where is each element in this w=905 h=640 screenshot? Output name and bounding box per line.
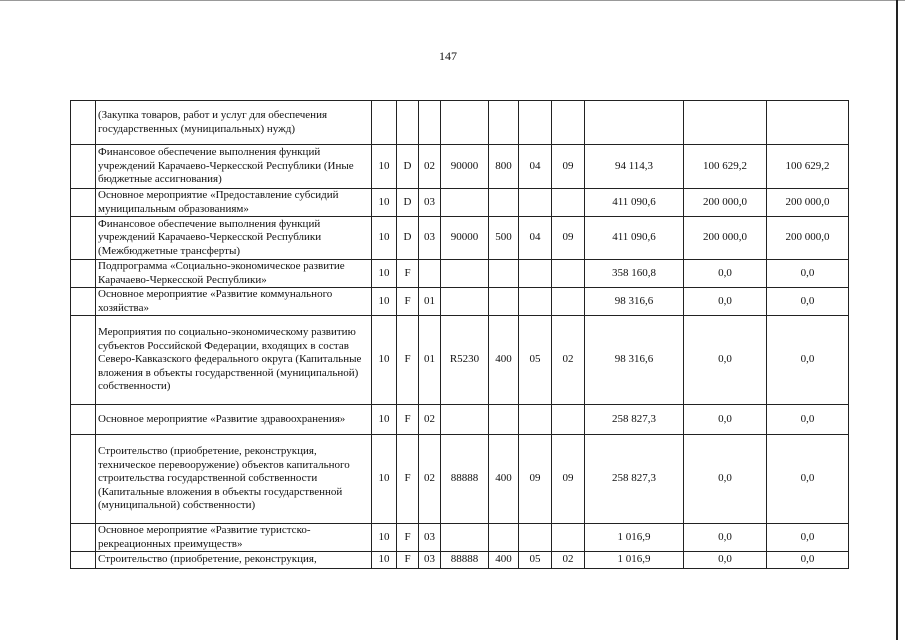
- table-row: [71, 101, 849, 145]
- amount-year-2-cell: 0,0: [684, 405, 767, 435]
- amount-year-1-cell: 258 827,3: [585, 435, 684, 524]
- row-description: Строительство (приобретение, реконструкция, техническое перевооружение) объектов капитального строительства государственной собственности (Капитальные вложения в объекты государственной (муниципальной) собственности): [96, 435, 372, 524]
- table-row: [71, 435, 849, 524]
- amount-year-3-cell: [767, 101, 849, 145]
- code-expense-cell: 400: [489, 316, 519, 405]
- table-row: [71, 405, 849, 435]
- amount-year-1-cell: [585, 101, 684, 145]
- amount-year-1-cell: 1 016,9: [585, 552, 684, 569]
- code-c-cell: 03: [419, 524, 441, 552]
- row-description: Основное мероприятие «Развитие коммунального хозяйства»: [96, 288, 372, 316]
- amount-year-2-cell: 0,0: [684, 260, 767, 288]
- amount-year-3-cell: 100 629,2: [767, 145, 849, 189]
- code-subsection-cell: [552, 260, 585, 288]
- table-row: [71, 145, 849, 189]
- amount-year-2-cell: 100 629,2: [684, 145, 767, 189]
- row-description: Основное мероприятие «Предоставление субсидий муниципальным образованиям»: [96, 189, 372, 217]
- code-target-cell: [441, 189, 489, 217]
- amount-year-1-cell: 411 090,6: [585, 217, 684, 260]
- table-body: [71, 101, 849, 569]
- table-row: [71, 260, 849, 288]
- code-expense-cell: [489, 288, 519, 316]
- amount-year-2-cell: 0,0: [684, 552, 767, 569]
- amount-year-2-cell: 0,0: [684, 288, 767, 316]
- code-subsection-cell: [552, 101, 585, 145]
- code-b-cell: D: [397, 189, 419, 217]
- code-expense-cell: 400: [489, 552, 519, 569]
- code-expense-cell: [489, 189, 519, 217]
- row-blank-cell: [71, 552, 96, 569]
- code-expense-cell: [489, 524, 519, 552]
- code-c-cell: 02: [419, 405, 441, 435]
- row-blank-cell: [71, 435, 96, 524]
- amount-year-1-cell: 258 827,3: [585, 405, 684, 435]
- amount-year-3-cell: 200 000,0: [767, 189, 849, 217]
- code-subsection-cell: [552, 405, 585, 435]
- code-subsection-cell: 09: [552, 145, 585, 189]
- code-a-cell: 10: [372, 145, 397, 189]
- code-section-cell: 05: [519, 552, 552, 569]
- row-blank-cell: [71, 288, 96, 316]
- amount-year-2-cell: 200 000,0: [684, 217, 767, 260]
- amount-year-3-cell: 0,0: [767, 260, 849, 288]
- code-section-cell: [519, 405, 552, 435]
- code-a-cell: 10: [372, 260, 397, 288]
- amount-year-2-cell: 0,0: [684, 435, 767, 524]
- amount-year-2-cell: [684, 101, 767, 145]
- code-section-cell: [519, 189, 552, 217]
- budget-table: [70, 100, 849, 569]
- code-b-cell: [397, 101, 419, 145]
- page-number: 147: [439, 49, 457, 63]
- code-subsection-cell: 09: [552, 435, 585, 524]
- amount-year-3-cell: 0,0: [767, 405, 849, 435]
- code-a-cell: 10: [372, 435, 397, 524]
- code-c-cell: 02: [419, 145, 441, 189]
- code-b-cell: F: [397, 260, 419, 288]
- code-c-cell: [419, 260, 441, 288]
- code-section-cell: 05: [519, 316, 552, 405]
- code-subsection-cell: [552, 288, 585, 316]
- table-row: [71, 316, 849, 405]
- code-a-cell: 10: [372, 217, 397, 260]
- row-blank-cell: [71, 260, 96, 288]
- code-section-cell: [519, 524, 552, 552]
- code-b-cell: F: [397, 524, 419, 552]
- code-a-cell: 10: [372, 405, 397, 435]
- code-a-cell: 10: [372, 552, 397, 569]
- code-subsection-cell: 02: [552, 552, 585, 569]
- code-expense-cell: 400: [489, 435, 519, 524]
- code-subsection-cell: [552, 189, 585, 217]
- row-blank-cell: [71, 145, 96, 189]
- code-expense-cell: 500: [489, 217, 519, 260]
- row-description: Мероприятия по социально-экономическому развитию субъектов Российской Федерации, входящих в состав Северо-Кавказского федерального округа (Капитальные вложения в объекты государственной (муниципальной) собственности): [96, 316, 372, 405]
- amount-year-3-cell: 0,0: [767, 316, 849, 405]
- code-b-cell: F: [397, 288, 419, 316]
- row-description: Финансовое обеспечение выполнения функций учреждений Карачаево-Черкесской Республики (Межбюджетные трансферты): [96, 217, 372, 260]
- code-b-cell: D: [397, 145, 419, 189]
- code-a-cell: 10: [372, 288, 397, 316]
- table-row: [71, 524, 849, 552]
- code-target-cell: R5230: [441, 316, 489, 405]
- row-blank-cell: [71, 217, 96, 260]
- code-section-cell: [519, 288, 552, 316]
- code-target-cell: 90000: [441, 217, 489, 260]
- code-section-cell: 09: [519, 435, 552, 524]
- code-section-cell: 04: [519, 145, 552, 189]
- table-row: [71, 189, 849, 217]
- row-description: Финансовое обеспечение выполнения функций учреждений Карачаево-Черкесской Республики (Иные бюджетные ассигнования): [96, 145, 372, 189]
- row-blank-cell: [71, 405, 96, 435]
- code-expense-cell: [489, 101, 519, 145]
- amount-year-2-cell: 200 000,0: [684, 189, 767, 217]
- code-target-cell: [441, 101, 489, 145]
- amount-year-1-cell: 98 316,6: [585, 288, 684, 316]
- code-a-cell: 10: [372, 189, 397, 217]
- amount-year-1-cell: 94 114,3: [585, 145, 684, 189]
- amount-year-3-cell: 0,0: [767, 524, 849, 552]
- code-target-cell: 88888: [441, 552, 489, 569]
- row-description: Строительство (приобретение, реконструкция,: [96, 552, 372, 569]
- amount-year-2-cell: 0,0: [684, 524, 767, 552]
- code-target-cell: [441, 524, 489, 552]
- scan-top-edge: [0, 0, 905, 1]
- code-expense-cell: [489, 260, 519, 288]
- code-target-cell: [441, 288, 489, 316]
- amount-year-1-cell: 358 160,8: [585, 260, 684, 288]
- amount-year-1-cell: 1 016,9: [585, 524, 684, 552]
- amount-year-1-cell: 98 316,6: [585, 316, 684, 405]
- row-description: Основное мероприятие «Развитие туристско-рекреационных преимуществ»: [96, 524, 372, 552]
- code-a-cell: [372, 101, 397, 145]
- table-row: [71, 217, 849, 260]
- code-c-cell: 01: [419, 316, 441, 405]
- code-expense-cell: [489, 405, 519, 435]
- code-section-cell: [519, 101, 552, 145]
- code-subsection-cell: 09: [552, 217, 585, 260]
- code-c-cell: 03: [419, 552, 441, 569]
- code-c-cell: 02: [419, 435, 441, 524]
- code-expense-cell: 800: [489, 145, 519, 189]
- code-a-cell: 10: [372, 524, 397, 552]
- amount-year-1-cell: 411 090,6: [585, 189, 684, 217]
- amount-year-3-cell: 0,0: [767, 435, 849, 524]
- amount-year-3-cell: 0,0: [767, 552, 849, 569]
- row-blank-cell: [71, 316, 96, 405]
- code-subsection-cell: [552, 524, 585, 552]
- row-description: Основное мероприятие «Развитие здравоохранения»: [96, 405, 372, 435]
- row-blank-cell: [71, 189, 96, 217]
- code-target-cell: [441, 405, 489, 435]
- table-row: [71, 552, 849, 569]
- row-description: Подпрограмма «Социально-экономическое развитие Карачаево-Черкесской Республики»: [96, 260, 372, 288]
- code-c-cell: 03: [419, 189, 441, 217]
- code-b-cell: D: [397, 217, 419, 260]
- code-b-cell: F: [397, 316, 419, 405]
- code-c-cell: [419, 101, 441, 145]
- scan-right-edge: [896, 0, 898, 640]
- code-a-cell: 10: [372, 316, 397, 405]
- code-c-cell: 03: [419, 217, 441, 260]
- code-b-cell: F: [397, 552, 419, 569]
- code-subsection-cell: 02: [552, 316, 585, 405]
- code-section-cell: [519, 260, 552, 288]
- code-b-cell: F: [397, 435, 419, 524]
- code-b-cell: F: [397, 405, 419, 435]
- code-target-cell: 90000: [441, 145, 489, 189]
- row-blank-cell: [71, 524, 96, 552]
- amount-year-2-cell: 0,0: [684, 316, 767, 405]
- amount-year-3-cell: 200 000,0: [767, 217, 849, 260]
- amount-year-3-cell: 0,0: [767, 288, 849, 316]
- code-c-cell: 01: [419, 288, 441, 316]
- table-row: [71, 288, 849, 316]
- code-section-cell: 04: [519, 217, 552, 260]
- code-target-cell: [441, 260, 489, 288]
- row-blank-cell: [71, 101, 96, 145]
- code-target-cell: 88888: [441, 435, 489, 524]
- row-description: (Закупка товаров, работ и услуг для обеспечения государственных (муниципальных) нужд): [96, 101, 372, 145]
